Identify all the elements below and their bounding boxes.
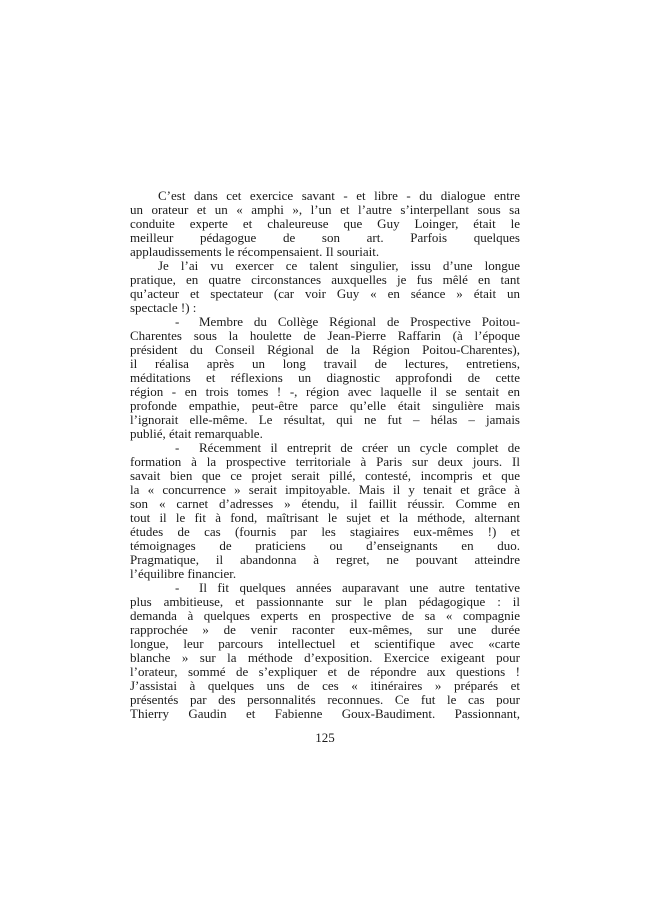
text-line: Je l’ai vu exercer ce talent singulier, issu d’une longue bbox=[158, 258, 520, 273]
text-line: - Membre du Collège Régional de Prospective Poitou- bbox=[175, 314, 520, 329]
text-line: longue, leur parcours intellectuel et scientifique avec «carte bbox=[130, 636, 520, 651]
text-line: blanche » sur la méthode d’exposition. Exercice exigeant pour bbox=[130, 650, 520, 665]
list-item-paragraph bbox=[130, 315, 520, 441]
list-item-paragraph bbox=[130, 441, 520, 581]
text-line: l’ignorait elle-même. Le résultat, qui ne fut – hélas – jamais bbox=[130, 412, 520, 427]
text-line: demanda à quelques experts en prospective de sa « compagnie bbox=[130, 608, 520, 623]
text-line: un orateur et un « amphi », l’un et l’autre s’interpellant sous sa bbox=[130, 202, 520, 217]
text-line: l’orateur, sommé de s’expliquer et de répondre aux questions ! bbox=[130, 664, 520, 679]
text-line: pratique, en quatre circonstances auxquelles je fus mêlé en tant bbox=[130, 272, 520, 287]
body-paragraph bbox=[130, 259, 520, 315]
text-line: président du Conseil Régional de la Région Poitou-Charentes), bbox=[130, 342, 520, 357]
list-dash-marker: - bbox=[175, 314, 180, 329]
text-line: témoignages de praticiens ou d’enseignants en duo. bbox=[130, 538, 520, 553]
list-item-paragraph bbox=[130, 581, 520, 721]
body-paragraph bbox=[130, 189, 520, 259]
text-line: - Récemment il entreprit de créer un cycle complet de bbox=[175, 440, 520, 455]
text-line: formation à la prospective territoriale à Paris sur deux jours. Il bbox=[130, 454, 520, 469]
text-line: rapprochée » de venir raconter eux-mêmes, sur une durée bbox=[130, 622, 520, 637]
text-line: savait bien que ce projet serait pillé, contesté, incompris et que bbox=[130, 468, 520, 483]
list-dash-marker: - bbox=[175, 440, 180, 455]
text-line: spectacle !) : bbox=[130, 300, 197, 315]
text-line: présentés par des personnalités reconnues. Ce fut le cas pour bbox=[130, 692, 520, 707]
text-line: études de cas (fournis par les stagiaires eux-mêmes !) et bbox=[130, 524, 520, 539]
text-block bbox=[130, 189, 520, 721]
page-number: 125 bbox=[315, 730, 335, 745]
text-line: l’équilibre financier. bbox=[130, 566, 237, 581]
text-line: conduite experte et chaleureuse que Guy Loinger, était le bbox=[130, 216, 520, 231]
text-line: - Il fit quelques années auparavant une autre tentative bbox=[175, 580, 520, 595]
text-line: meilleur pédagogue de son art. Parfois quelques bbox=[130, 230, 520, 245]
text-line: publié, était remarquable. bbox=[130, 426, 263, 441]
text-line: tout il le fit à fond, maîtrisant le sujet et la méthode, alternant bbox=[130, 510, 520, 525]
text-line: plus ambitieuse, et passionnante sur le plan pédagogique : il bbox=[130, 594, 520, 609]
list-dash-marker: - bbox=[175, 580, 180, 595]
text-line: la « concurrence » serait impitoyable. Mais il y tenait et grâce à bbox=[130, 482, 520, 497]
text-line: Charentes sous la houlette de Jean-Pierre Raffarin (à l’époque bbox=[130, 328, 520, 343]
text-line: il réalisa après un long travail de lectures, entretiens, bbox=[130, 356, 520, 371]
text-line: Pragmatique, il abandonna à regret, ne pouvant atteindre bbox=[130, 552, 520, 567]
text-line: J’assistai à quelques uns de ces « itinéraires » préparés et bbox=[130, 678, 520, 693]
text-line: son « carnet d’adresses » étendu, il faillit réussir. Comme en bbox=[130, 496, 520, 511]
text-line: région - en trois tomes ! -, région avec laquelle il se sentait en bbox=[130, 384, 520, 399]
text-line: profonde empathie, peut-être parce qu’elle était singulière mais bbox=[130, 398, 520, 413]
text-line: applaudissements le récompensaient. Il souriait. bbox=[130, 244, 380, 259]
text-line: méditations et réflexions un diagnostic approfondi de cette bbox=[130, 370, 520, 385]
text-line: Thierry Gaudin et Fabienne Goux-Baudiment. Passionnant, bbox=[130, 706, 520, 721]
text-line: C’est dans cet exercice savant - et libre - du dialogue entre bbox=[158, 188, 520, 203]
text-line: qu’acteur et spectateur (car voir Guy « en séance » était un bbox=[130, 286, 520, 301]
